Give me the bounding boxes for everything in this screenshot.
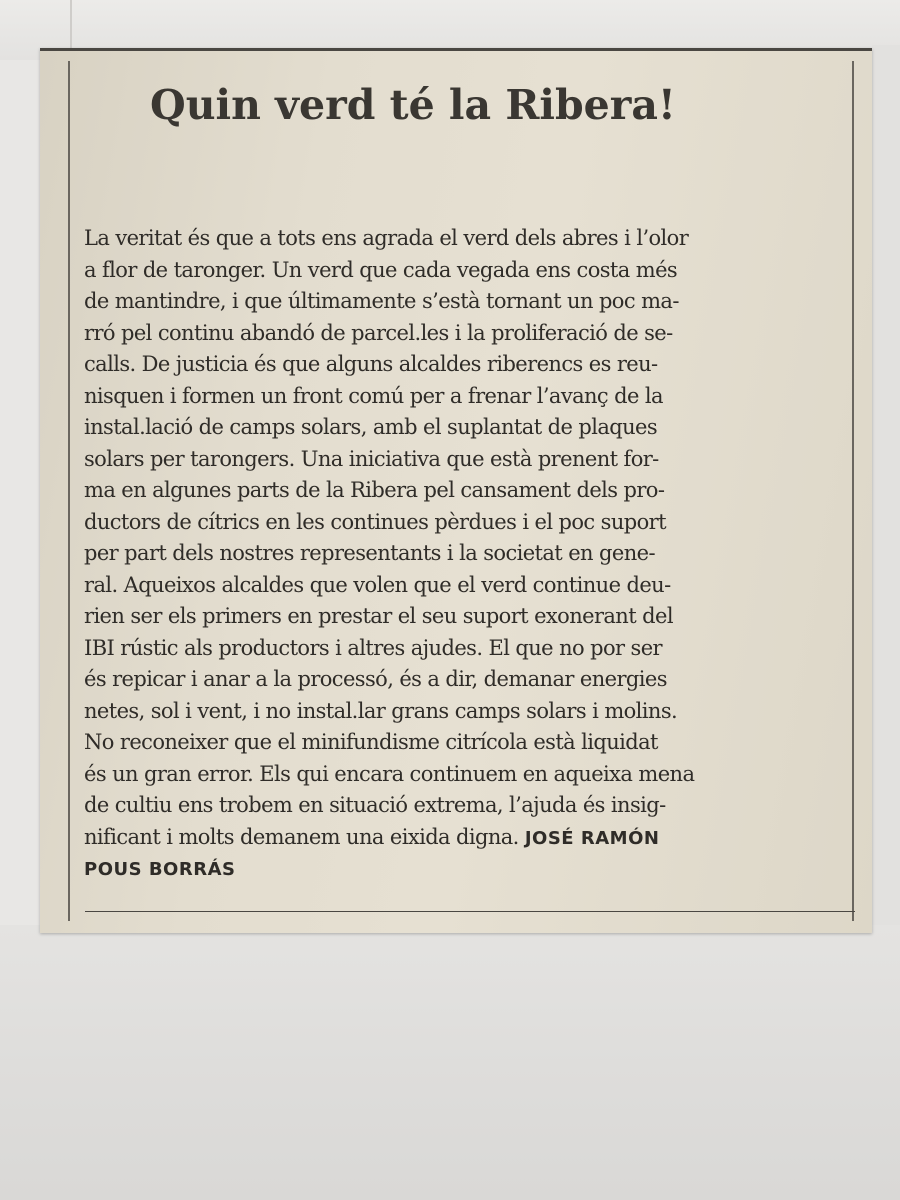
body-line: és un gran error. Els qui encara continuem en aqueixa mena bbox=[84, 761, 695, 786]
body-line-with-author bbox=[84, 822, 854, 855]
background-right bbox=[872, 45, 900, 935]
body-line: solars per tarongers. Una iniciativa que està prenent for- bbox=[84, 446, 659, 471]
body-line: La veritat és que a tots ens agrada el verd dels abres i l’olor bbox=[84, 226, 689, 250]
newspaper-clipping bbox=[40, 48, 872, 933]
body-line: IBI rústic als productors i altres ajudes. El que no por ser bbox=[84, 635, 662, 660]
body-line: de cultiu ens trobem en situació extrema, l’ajuda és insig- bbox=[84, 793, 666, 817]
body-line: a flor de taronger. Un verd que cada vegada ens costa més bbox=[84, 257, 678, 282]
article-body bbox=[84, 223, 854, 886]
body-line: és repicar i anar a la processó, és a dir, demanar energies bbox=[84, 667, 667, 691]
body-line: rien ser els primers en prestar el seu suport exonerant del bbox=[84, 604, 673, 628]
author-last-name: POUS BORRÁS bbox=[84, 859, 236, 880]
body-line: per part dels nostres representants i la societat en gene- bbox=[84, 541, 655, 565]
body-line: instal.lació de camps solars, amb el suplantat de plaques bbox=[84, 415, 658, 439]
bottom-rule bbox=[85, 911, 855, 912]
background-left bbox=[0, 60, 40, 925]
body-line: nisquen i formen un front comú per a frenar l’avanç de la bbox=[84, 383, 663, 408]
body-line: ma en algunes parts de la Ribera pel cansament dels pro- bbox=[84, 478, 665, 502]
column-rule-left bbox=[68, 61, 70, 921]
body-line: No reconeixer que el minifundisme citrícola està liquidat bbox=[84, 730, 658, 754]
article-title: Quin verd té la Ribera! bbox=[150, 81, 676, 129]
background-bottom bbox=[0, 925, 900, 1200]
body-line: ductors de cítrics en les continues pèrdues i el poc suport bbox=[84, 509, 666, 534]
body-line: calls. De justicia és que alguns alcaldes riberencs es reu- bbox=[84, 352, 658, 376]
body-line: nificant i molts demanem una eixida digna. bbox=[84, 824, 519, 849]
body-line: netes, sol i vent, i no instal.lar grans camps solars i molins. bbox=[84, 698, 678, 723]
body-line: de mantindre, i que últimamente s’està tornant un poc ma- bbox=[84, 289, 679, 313]
body-line: rró pel continu abandó de parcel.les i la proliferació de se- bbox=[84, 320, 673, 345]
body-line: ral. Aqueixos alcaldes que volen que el verd continue deu- bbox=[84, 572, 671, 597]
author-first-name: JOSÉ RAMÓN bbox=[524, 827, 660, 849]
